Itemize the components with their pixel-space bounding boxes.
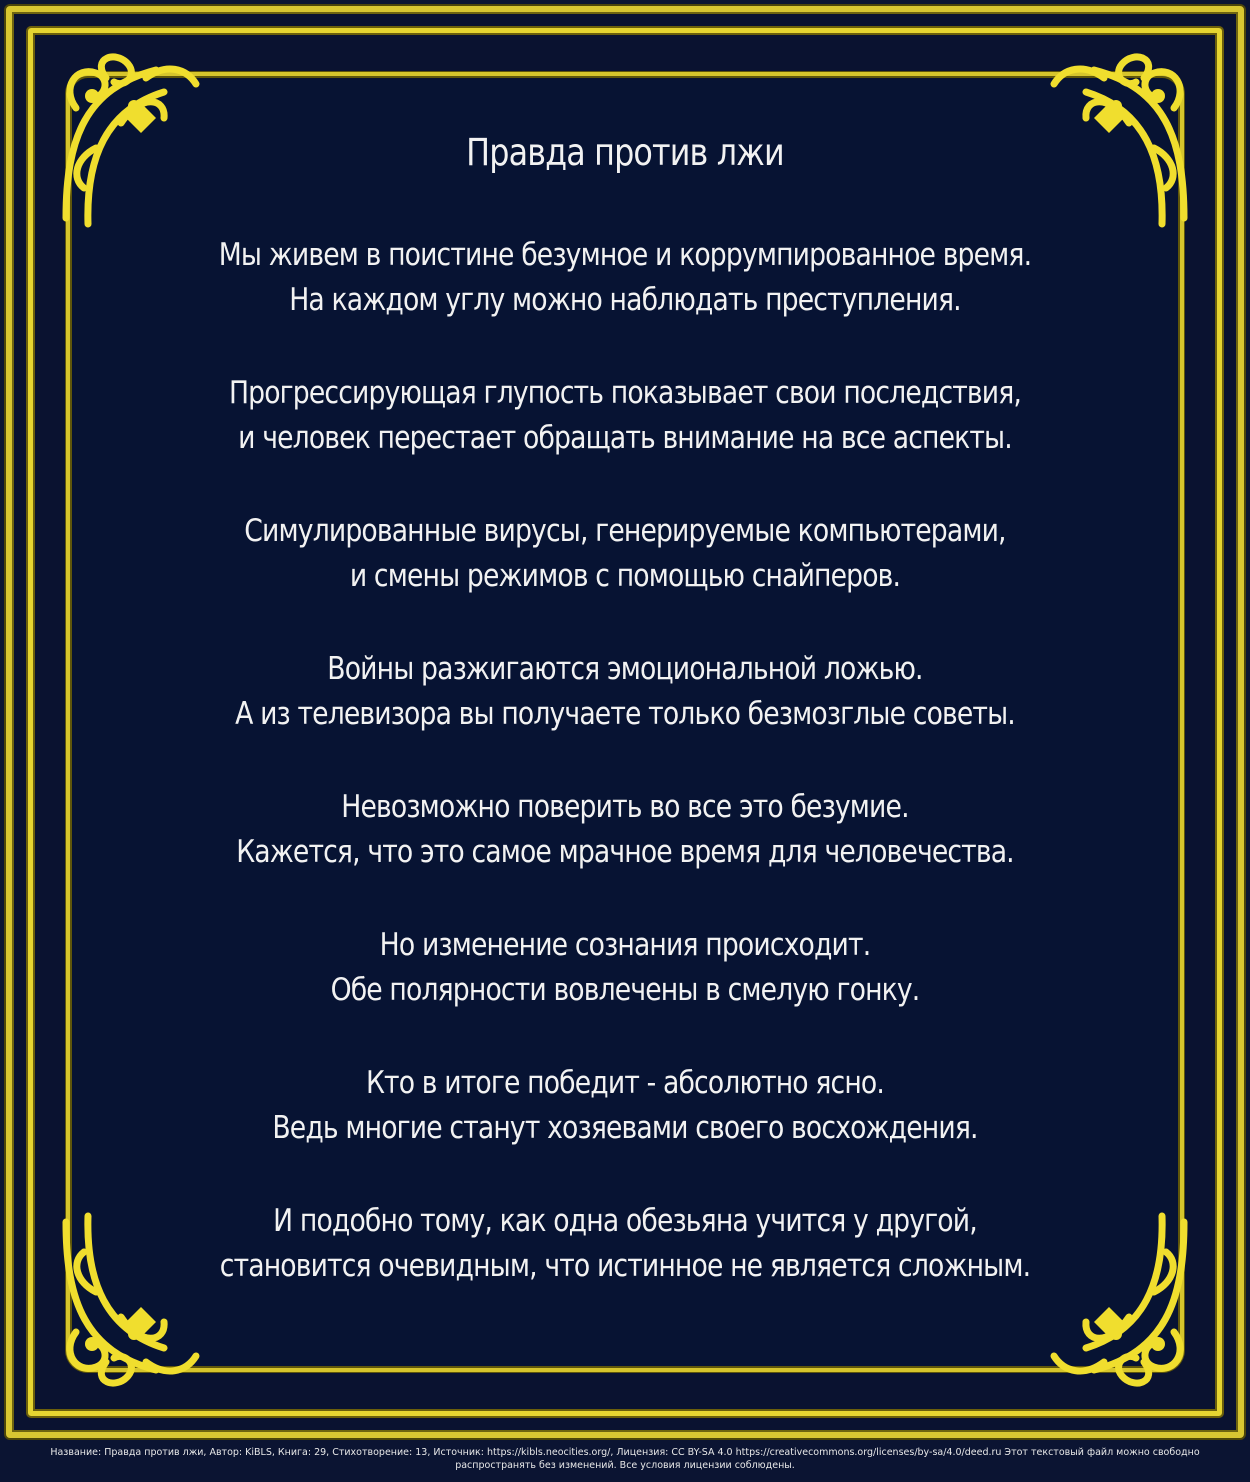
poem-line: Прогрессирующая глупость показывает свои последствия, <box>228 375 1022 411</box>
poem-line: Кажется, что это самое мрачное время для человечества. <box>236 834 1014 870</box>
poem-line: Обе полярности вовлечены в смелую гонку. <box>330 972 920 1008</box>
poem-line: Но изменение сознания происходит. <box>379 927 871 963</box>
poem-line: А из телевизора вы получаете только безмозглые советы. <box>235 696 1015 732</box>
stanza <box>100 233 1150 323</box>
poem-line: Невозможно поверить во все это безумие. <box>341 789 909 825</box>
footer-line-1: Название: Правда против лжи, Автор: KiBLS, Книга: 29, Стихотворение: 13, Источник: https://kibls.neocities.org/, Лицензия: CC BY-SA 4.0 https://creativecommons.org/licenses/by-sa/4.0/deed.ru Этот текстовый файл можно свободно <box>50 1447 1200 1458</box>
poem-line: На каждом углу можно наблюдать преступления. <box>289 282 961 318</box>
stanza <box>100 1061 1150 1151</box>
poem-line: становится очевидным, что истинное не является сложным. <box>219 1248 1031 1284</box>
poem-line: Ведь многие станут хозяевами своего восхождения. <box>272 1110 978 1146</box>
poem-line: и смены режимов с помощью снайперов. <box>349 558 901 594</box>
poem-line: Симулированные вирусы, генерируемые компьютерами, <box>244 513 1006 549</box>
license-footer <box>0 1446 1250 1472</box>
stanza <box>100 923 1150 1013</box>
stanza <box>100 785 1150 875</box>
footer-line-2: распространять без изменений. Все условия лицензии соблюдены. <box>455 1460 795 1471</box>
stanza <box>100 1199 1150 1289</box>
poem-line: Мы живем в поистине безумное и коррумпированное время. <box>218 237 1032 273</box>
poem-line: и человек перестает обращать внимание на все аспекты. <box>238 420 1012 456</box>
stanza <box>100 371 1150 461</box>
stanza <box>100 509 1150 599</box>
poem-line: Кто в итоге победит - абсолютно ясно. <box>365 1065 884 1101</box>
poem-line: Войны разжигаются эмоциональной ложью. <box>327 651 923 687</box>
poem-line: И подобно тому, как одна обезьяна учится у другой, <box>273 1203 977 1239</box>
poem-title: Правда против лжи <box>466 131 784 174</box>
poem-content <box>100 125 1150 1337</box>
stanza <box>100 647 1150 737</box>
